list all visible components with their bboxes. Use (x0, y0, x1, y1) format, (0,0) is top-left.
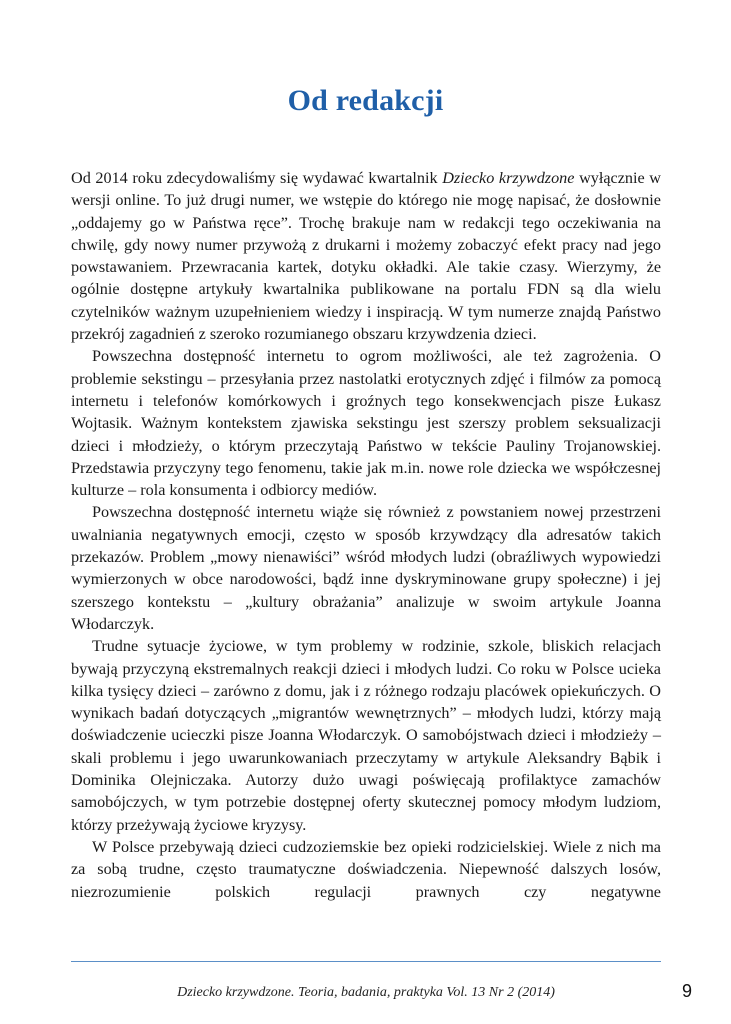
footer-divider (71, 961, 661, 962)
paragraph: Powszechna dostępność internetu to ogrom możliwości, ale też zagrożenia. O problemie sekstingu – przesyłania przez nastolatki erotycznych zdjęć i filmów za pomocą internetu i telefonów komórkowych i groźnych tego konsekwencjach pisze Łukasz Wojtasik. Ważnym kontekstem zjawiska sekstingu jest szerszy problem seksualizacji dzieci i młodzieży, o którym przeczytają Państwo w tekście Pauliny Trojanowskiej. Przedstawia przyczyny tego fenomenu, takie jak m.in. nowe role dziecka we współczesnej kulturze – rola konsumenta i odbiorcy mediów. (71, 347, 661, 500)
editorial-body (71, 167, 661, 903)
paragraph: Powszechna dostępność internetu wiąże się również z powstaniem nowej przestrzeni uwalniania negatywnych emocji, często w sposób krzywdzący dla adresatów takich przekazów. Problem „mowy nienawiści” wśród młodych ludzi (obraźliwych wypowiedzi wymierzonych w obce narodowości, bądź inne dyskryminowane grupy społeczne) i jej szerszego kontekstu – „kultury obrażania” analizuje w swoim artykule Joanna Włodarczyk. (71, 503, 661, 633)
page-title: Od redakcji (287, 84, 444, 117)
page-number: 9 (682, 981, 693, 1001)
journal-title: Dziecko krzywdzone (442, 169, 575, 187)
paragraph (71, 167, 661, 345)
paragraph: W Polsce przebywają dzieci cudzoziemskie bez opieki rodzicielskiej. Wiele z nich ma za sobą trudne, często traumatyczne doświadczenia. Niepewność dalszych losów, niezrozumienie polskich regulacji prawnych czy negatywne (71, 837, 661, 901)
paragraph-text: Od 2014 roku zdecydowaliśmy się wydawać kwartalnik (71, 169, 443, 187)
journal-footer: Dziecko krzywdzone. Teoria, badania, praktyka Vol. 13 Nr 2 (2014) (177, 985, 555, 1000)
paragraph-text: wyłącznie w wersji online. To już drugi numer, we wstępie do którego nie mogę napisać, że dosłownie „oddajemy go w Państwa ręce”. Trochę brakuje nam w redakcji tego oczekiwania na chwilę, gdy nowy numer przywożą z drukarni i możemy zobaczyć efekt pracy nad jego powstawaniem. Przewracania kartek, dotyku okładki. Ale takie czasy. Wierzymy, że ogólnie dostępne artykuły kwartalnika publikowane na portalu FDN są dla wielu czytelników ważnym uzupełnieniem wiedzy i inspiracją. W tym numerze znajdą Państwo przekrój zagadnień z szeroko rozumianego obszaru krzywdzenia dzieci. (71, 169, 661, 344)
paragraph: Trudne sytuacje życiowe, w tym problemy w rodzinie, szkole, bliskich relacjach bywają przyczyną ekstremalnych reakcji dzieci i młodych ludzi. Co roku w Polsce ucieka kilka tysięcy dzieci – zarówno z domu, jak i z różnego rodzaju placówek opiekuńczych. O wynikach badań dotyczących „migrantów wewnętrznych” – młodych ludzi, którzy mają doświadczenie ucieczki pisze Joanna Włodarczyk. O samobójstwach dzieci i młodzieży – skali problemu i jego uwarunkowaniach przeczytamy w artykule Aleksandry Bąbik i Dominika Olejniczaka. Autorzy dużo uwagi poświęcają profilaktyce zamachów samobójczych, w tym potrzebie dostępnej oferty skutecznej pomocy młodym ludziom, którzy przeżywają życiowe kryzysy. (71, 637, 661, 834)
